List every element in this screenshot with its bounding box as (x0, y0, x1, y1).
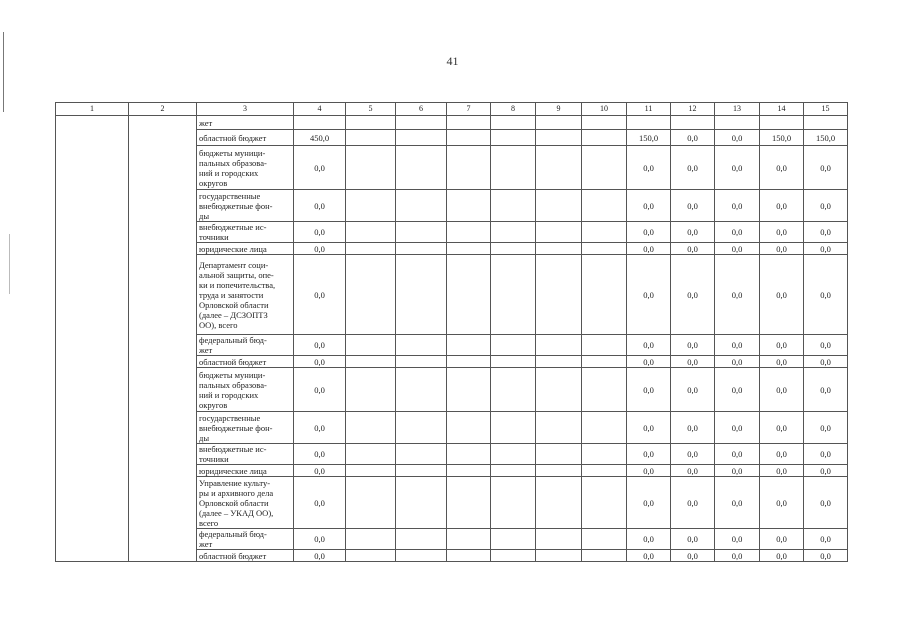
cell-c15: 0,0 (804, 477, 848, 529)
cell-c7 (447, 116, 491, 130)
cell-c15: 0,0 (804, 222, 848, 243)
cell-c8 (491, 477, 536, 529)
cell-c15: 0,0 (804, 356, 848, 368)
cell-c9 (536, 335, 582, 356)
cell-c7 (447, 465, 491, 477)
cell-c4 (294, 116, 346, 130)
cell-c13: 0,0 (715, 243, 760, 255)
cell-c6 (396, 444, 447, 465)
cell-c14: 0,0 (760, 190, 804, 222)
cell-c15: 150,0 (804, 130, 848, 146)
cell-c9 (536, 465, 582, 477)
cell-c15: 0,0 (804, 412, 848, 444)
row-label: внебюджетные ис- точники (197, 222, 294, 243)
cell-c8 (491, 255, 536, 335)
cell-c4: 0,0 (294, 412, 346, 444)
col-1-cell (56, 116, 129, 562)
cell-c14: 0,0 (760, 255, 804, 335)
cell-c8 (491, 356, 536, 368)
cell-c12: 0,0 (671, 146, 715, 190)
cell-c8 (491, 335, 536, 356)
column-number-9: 9 (536, 103, 582, 116)
cell-c8 (491, 130, 536, 146)
cell-c7 (447, 335, 491, 356)
cell-c5 (346, 335, 396, 356)
row-label: внебюджетные ис- точники (197, 444, 294, 465)
cell-c11: 0,0 (627, 190, 671, 222)
cell-c10 (582, 529, 627, 550)
row-label: федеральный бюд- жет (197, 529, 294, 550)
cell-c9 (536, 368, 582, 412)
cell-c7 (447, 222, 491, 243)
cell-c6 (396, 529, 447, 550)
cell-c10 (582, 190, 627, 222)
row-label: областной бюджет (197, 130, 294, 146)
column-number-10: 10 (582, 103, 627, 116)
cell-c11: 0,0 (627, 356, 671, 368)
cell-c14: 0,0 (760, 465, 804, 477)
row-label: Департамент соци- альной защиты, опе- ки и попечительства, труда и занятости Орловской области (далее – ДСЗОПТЗ ОО), всего (197, 255, 294, 335)
column-number-7: 7 (447, 103, 491, 116)
cell-c6 (396, 550, 447, 562)
cell-c7 (447, 356, 491, 368)
cell-c15: 0,0 (804, 529, 848, 550)
cell-c12: 0,0 (671, 529, 715, 550)
cell-c6 (396, 465, 447, 477)
cell-c9 (536, 243, 582, 255)
cell-c7 (447, 529, 491, 550)
cell-c14: 0,0 (760, 412, 804, 444)
cell-c7 (447, 412, 491, 444)
column-number-8: 8 (491, 103, 536, 116)
row-label: областной бюджет (197, 550, 294, 562)
cell-c13: 0,0 (715, 130, 760, 146)
cell-c10 (582, 146, 627, 190)
cell-c14: 0,0 (760, 335, 804, 356)
cell-c15: 0,0 (804, 465, 848, 477)
cell-c14: 0,0 (760, 550, 804, 562)
cell-c13: 0,0 (715, 335, 760, 356)
column-number-5: 5 (346, 103, 396, 116)
cell-c13: 0,0 (715, 529, 760, 550)
cell-c10 (582, 465, 627, 477)
cell-c4: 450,0 (294, 130, 346, 146)
cell-c11: 0,0 (627, 222, 671, 243)
budget-table (55, 102, 848, 562)
cell-c4: 0,0 (294, 529, 346, 550)
cell-c6 (396, 130, 447, 146)
cell-c6 (396, 243, 447, 255)
cell-c9 (536, 222, 582, 243)
cell-c7 (447, 243, 491, 255)
cell-c7 (447, 255, 491, 335)
cell-c10 (582, 335, 627, 356)
cell-c5 (346, 222, 396, 243)
cell-c5 (346, 255, 396, 335)
cell-c12: 0,0 (671, 335, 715, 356)
cell-c15: 0,0 (804, 335, 848, 356)
row-label: государственные внебюджетные фон- ды (197, 190, 294, 222)
cell-c10 (582, 356, 627, 368)
cell-c5 (346, 146, 396, 190)
cell-c10 (582, 368, 627, 412)
cell-c7 (447, 550, 491, 562)
cell-c15: 0,0 (804, 550, 848, 562)
cell-c9 (536, 130, 582, 146)
cell-c11: 0,0 (627, 477, 671, 529)
cell-c6 (396, 146, 447, 190)
cell-c13: 0,0 (715, 444, 760, 465)
cell-c11: 0,0 (627, 255, 671, 335)
cell-c13: 0,0 (715, 550, 760, 562)
cell-c4: 0,0 (294, 222, 346, 243)
cell-c4: 0,0 (294, 243, 346, 255)
cell-c5 (346, 444, 396, 465)
cell-c15: 0,0 (804, 255, 848, 335)
cell-c5 (346, 243, 396, 255)
cell-c15: 0,0 (804, 190, 848, 222)
cell-c10 (582, 255, 627, 335)
cell-c15 (804, 116, 848, 130)
cell-c13 (715, 116, 760, 130)
cell-c11: 0,0 (627, 529, 671, 550)
cell-c12: 0,0 (671, 356, 715, 368)
column-number-4: 4 (294, 103, 346, 116)
cell-c5 (346, 477, 396, 529)
row-label: юридические лица (197, 243, 294, 255)
cell-c9 (536, 412, 582, 444)
cell-c14: 0,0 (760, 529, 804, 550)
cell-c4: 0,0 (294, 356, 346, 368)
row-label: жет (197, 116, 294, 130)
cell-c6 (396, 356, 447, 368)
cell-c6 (396, 335, 447, 356)
cell-c13: 0,0 (715, 190, 760, 222)
cell-c12: 0,0 (671, 550, 715, 562)
cell-c8 (491, 465, 536, 477)
cell-c4: 0,0 (294, 368, 346, 412)
cell-c10 (582, 550, 627, 562)
column-number-11: 11 (627, 103, 671, 116)
cell-c13: 0,0 (715, 356, 760, 368)
cell-c14: 0,0 (760, 444, 804, 465)
column-number-15: 15 (804, 103, 848, 116)
cell-c6 (396, 477, 447, 529)
cell-c10 (582, 477, 627, 529)
cell-c11: 0,0 (627, 368, 671, 412)
row-label: государственные внебюджетные фон- ды (197, 412, 294, 444)
cell-c7 (447, 130, 491, 146)
cell-c12: 0,0 (671, 477, 715, 529)
cell-c8 (491, 116, 536, 130)
cell-c5 (346, 550, 396, 562)
cell-c14: 0,0 (760, 243, 804, 255)
cell-c13: 0,0 (715, 255, 760, 335)
cell-c11: 0,0 (627, 335, 671, 356)
cell-c15: 0,0 (804, 243, 848, 255)
cell-c12 (671, 116, 715, 130)
row-label: федеральный бюд- жет (197, 335, 294, 356)
cell-c12: 0,0 (671, 255, 715, 335)
cell-c12: 0,0 (671, 368, 715, 412)
cell-c4: 0,0 (294, 146, 346, 190)
cell-c4: 0,0 (294, 255, 346, 335)
cell-c13: 0,0 (715, 465, 760, 477)
col-2-cell (129, 116, 197, 562)
cell-c8 (491, 243, 536, 255)
cell-c13: 0,0 (715, 146, 760, 190)
cell-c12: 0,0 (671, 243, 715, 255)
cell-c9 (536, 529, 582, 550)
cell-c13: 0,0 (715, 222, 760, 243)
cell-c8 (491, 146, 536, 190)
cell-c9 (536, 255, 582, 335)
cell-c6 (396, 412, 447, 444)
row-label: областной бюджет (197, 356, 294, 368)
cell-c5 (346, 368, 396, 412)
cell-c4: 0,0 (294, 335, 346, 356)
cell-c12: 0,0 (671, 130, 715, 146)
cell-c11 (627, 116, 671, 130)
cell-c12: 0,0 (671, 465, 715, 477)
cell-c10 (582, 130, 627, 146)
cell-c14 (760, 116, 804, 130)
cell-c5 (346, 190, 396, 222)
cell-c8 (491, 529, 536, 550)
cell-c11: 0,0 (627, 146, 671, 190)
cell-c4: 0,0 (294, 465, 346, 477)
cell-c7 (447, 477, 491, 529)
cell-c10 (582, 222, 627, 243)
header-row (56, 103, 848, 116)
column-number-3: 3 (197, 103, 294, 116)
cell-c9 (536, 356, 582, 368)
cell-c7 (447, 444, 491, 465)
cell-c10 (582, 243, 627, 255)
cell-c10 (582, 444, 627, 465)
cell-c9 (536, 146, 582, 190)
cell-c15: 0,0 (804, 146, 848, 190)
column-number-12: 12 (671, 103, 715, 116)
scan-edge-line (3, 32, 4, 112)
cell-c9 (536, 550, 582, 562)
column-number-6: 6 (396, 103, 447, 116)
cell-c11: 0,0 (627, 243, 671, 255)
cell-c12: 0,0 (671, 444, 715, 465)
cell-c15: 0,0 (804, 368, 848, 412)
cell-c11: 0,0 (627, 444, 671, 465)
cell-c13: 0,0 (715, 412, 760, 444)
cell-c13: 0,0 (715, 477, 760, 529)
cell-c6 (396, 222, 447, 243)
cell-c13: 0,0 (715, 368, 760, 412)
row-label: бюджеты муници- пальных образова- ний и городских округов (197, 368, 294, 412)
cell-c14: 0,0 (760, 368, 804, 412)
cell-c12: 0,0 (671, 222, 715, 243)
cell-c8 (491, 190, 536, 222)
column-number-2: 2 (129, 103, 197, 116)
cell-c14: 150,0 (760, 130, 804, 146)
cell-c4: 0,0 (294, 190, 346, 222)
cell-c6 (396, 190, 447, 222)
cell-c8 (491, 444, 536, 465)
cell-c5 (346, 116, 396, 130)
cell-c4: 0,0 (294, 444, 346, 465)
cell-c9 (536, 116, 582, 130)
cell-c14: 0,0 (760, 222, 804, 243)
cell-c11: 0,0 (627, 465, 671, 477)
cell-c7 (447, 190, 491, 222)
cell-c5 (346, 130, 396, 146)
cell-c12: 0,0 (671, 412, 715, 444)
cell-c8 (491, 412, 536, 444)
cell-c8 (491, 550, 536, 562)
cell-c14: 0,0 (760, 356, 804, 368)
cell-c5 (346, 465, 396, 477)
row-label: юридические лица (197, 465, 294, 477)
cell-c11: 0,0 (627, 550, 671, 562)
cell-c7 (447, 368, 491, 412)
column-number-1: 1 (56, 103, 129, 116)
cell-c6 (396, 255, 447, 335)
cell-c5 (346, 529, 396, 550)
column-number-14: 14 (760, 103, 804, 116)
cell-c9 (536, 477, 582, 529)
cell-c9 (536, 190, 582, 222)
cell-c6 (396, 368, 447, 412)
cell-c15: 0,0 (804, 444, 848, 465)
cell-c5 (346, 412, 396, 444)
cell-c6 (396, 116, 447, 130)
cell-c12: 0,0 (671, 190, 715, 222)
cell-c10 (582, 116, 627, 130)
column-number-13: 13 (715, 103, 760, 116)
cell-c14: 0,0 (760, 477, 804, 529)
cell-c7 (447, 146, 491, 190)
cell-c11: 150,0 (627, 130, 671, 146)
cell-c5 (346, 356, 396, 368)
cell-c14: 0,0 (760, 146, 804, 190)
cell-c8 (491, 222, 536, 243)
row-label: бюджеты муници- пальных образова- ний и городских округов (197, 146, 294, 190)
cell-c9 (536, 444, 582, 465)
page-number: 41 (446, 54, 459, 68)
cell-c4: 0,0 (294, 550, 346, 562)
cell-c4: 0,0 (294, 477, 346, 529)
row-label: Управление культу- ры и архивного дела Орловской области (далее – УКАД ОО), всего (197, 477, 294, 529)
cell-c11: 0,0 (627, 412, 671, 444)
scan-edge-line (9, 234, 10, 294)
cell-c10 (582, 412, 627, 444)
cell-c8 (491, 368, 536, 412)
table-row (56, 116, 848, 130)
